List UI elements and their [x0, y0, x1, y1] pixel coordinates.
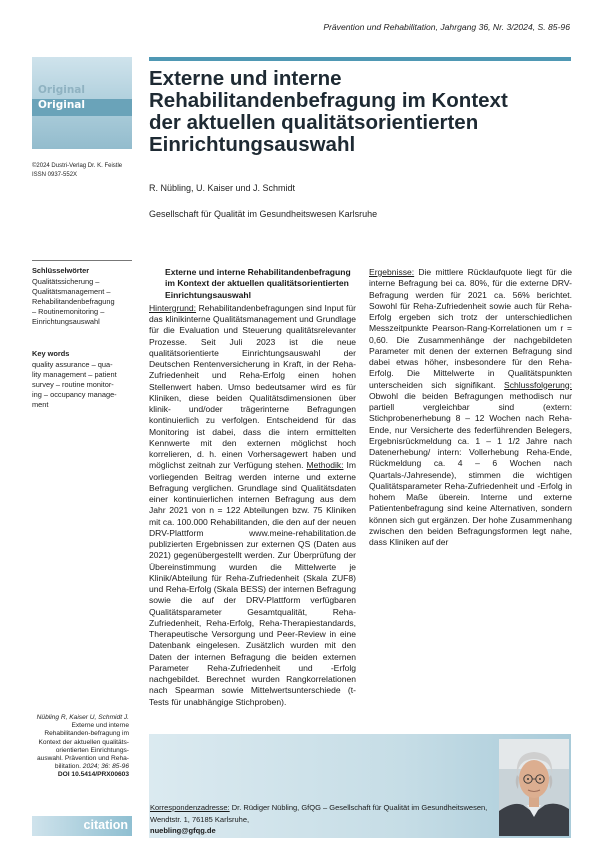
correspondence-address: [150, 802, 490, 837]
keyword-line: Einrichtungsauswahl: [32, 317, 100, 326]
keyword-line: quality assurance – qua-: [32, 360, 113, 369]
background-text: Rehabilitandenbefragungen sind Input für das klinikinterne Qualitätsmanagement und Grundlage für die Evaluation und Steuerung qualitätsrelevanter Prozesse. Seit Juli 2023 ist die neue qualitätsorientierte Einrichtungsauswahl der Deutschen Rentenversicherung in Kraft, in der Reha-Zufriedenheit und Reha-Erfolg einen hohen Stellenwert haben. Umso bedeutsamer wird es für Kliniken, diese beiden Qualitätsdimensionen über klinik- und/oder trägerinterne Befragungen kontinuierlich zu verfolgen. Entscheidend für das Monitoring ist dabei, dass die intern ermittelten Kennwerte mit den externen möglichst hoch korrelieren, d. h. einen Vorhersagewert haben und möglichst zeitnah zur Verfügung stehen.: [149, 302, 357, 471]
sidebar-divider: [32, 260, 132, 261]
section-label-method: Methodik:: [306, 460, 344, 471]
abstract-continued: [369, 267, 572, 548]
title-line: Rehabilitandenbefragung im Kontext: [149, 89, 508, 112]
author-photo: [499, 739, 569, 836]
article-title: [149, 68, 579, 156]
section-label-background: Hintergrund:: [149, 302, 197, 313]
article-type-label: Original: [38, 99, 85, 111]
citation-button[interactable]: [32, 816, 132, 836]
running-head: Prävention und Rehabilitation, Jahrgang 36, Nr. 3/2024, S. 85-96: [323, 22, 570, 32]
header-rule: [149, 57, 571, 61]
affiliation: Gesellschaft für Qualität im Gesundheitswesen Karlsruhe: [149, 209, 378, 219]
section-label-results: Ergebnisse:: [369, 267, 415, 277]
abstract-background: [149, 303, 356, 708]
keyword-line: survey – routine monitor-: [32, 380, 114, 389]
citation-text: Externe und interne Rehabilitanden-befragung im Kontext der aktuellen qualitäts-orientierten Einrichtungs-auswahl. Prävention und Reha-bilitation.: [36, 722, 129, 771]
doi: DOI 10.5414/PRX00603: [57, 771, 129, 779]
abstract-column-1: [149, 267, 356, 708]
article-type-shadow-label: Original: [38, 84, 85, 96]
correspondence-label: Korrespondenzadresse:: [150, 803, 230, 812]
keyword-line: ing – occupancy manage-: [32, 390, 117, 399]
keywords-german-heading: Schlüsselwörter: [32, 266, 90, 275]
title-line: Einrichtungsauswahl: [149, 133, 356, 156]
keyword-line: Rehabilitandenbefragung: [32, 297, 115, 306]
citation-button-label: citation: [83, 818, 128, 832]
results-text: Die mittlere Rücklaufquote liegt für die interne Befragung bei ca. 80%, für die externe DRV-Befragung werden für 2021 ca. 56% berichtet. Sowohl für Reha-Zufriedenheit sowie auch für Reha-Erfolg ergeben sich trotz der unterschiedlichen Messzeitpunkte Pearson-Rang-Korrelationen um r = 0,60. Die Zusammenhänge der nachgebildeten Parameter mit denen der externen Befragung sind dabei etwas höher, insbesondere für den Reha-Erfolg. Die Mittelwerte in Qualitätspunkten unterscheiden sich signifikant.: [369, 267, 572, 390]
correspondence-text: Dr. Rüdiger Nübling, GfQG – Gesellschaft für Qualität im Gesundheitswesen, Wendtstr. 1, 76185 Karlsruhe,: [150, 803, 488, 824]
keyword-line: ment: [32, 400, 49, 409]
keywords-english-heading: Key words: [32, 349, 70, 358]
conclusions-text: Obwohl die beiden Befragungen methodisch nur partiell vergleichbar sind (extern: Stichprobenerhebung 8 – 12 Wochen nach Reha-Ende, nur Versicherte des federführenden Belegers, Ergebnisrückmeldung ca. 1 – 1 1/2 Jahre nach Datenerhebung/ intern: Vollerhebung Reha-Ende, Rückmeldung ca. 4 – 6 Wochen nach Quartals-/Jahresende), stimmen die wichtigen Qualitätsparameter Reha-Zufriedenheit und -Erfolg in hohem Maße überein. Interne und externe Patientenbefragung sind keine Alternativen, sondern können sich gut ergänzen. Der hohe Zusammenhang zwischen den beiden Befragungsformen legt nahe, dass Kliniken auf der: [369, 390, 572, 547]
issn: ISSN 0937-552X: [32, 171, 78, 178]
citation-authors: Nübling R, Kaiser U, Schmidt J.: [36, 714, 129, 721]
copyright: [32, 162, 122, 179]
keyword-line: Qualitätssicherung –: [32, 277, 100, 286]
abstract-title: Externe und interne Rehabilitandenbefragung im Kontext der aktuellen qualitätsorientierten Einrichtungsauswahl: [165, 267, 351, 300]
keywords-german: [32, 266, 132, 327]
title-line: der aktuellen qualitätsorientierten: [149, 111, 479, 134]
correspondence-email[interactable]: nuebling@gfqg.de: [150, 826, 216, 835]
citation-block: [32, 714, 129, 780]
section-label-conclusions: Schlussfolgerung:: [504, 379, 572, 390]
keywords-english: [32, 349, 132, 410]
authors: R. Nübling, U. Kaiser und J. Schmidt: [149, 183, 296, 193]
abstract-column-2: [369, 267, 572, 548]
citation-reference: 2024; 36: 85-96: [82, 763, 129, 771]
keyword-line: – Routinemonitoring –: [32, 307, 105, 316]
keyword-line: Qualitätsmanagement –: [32, 287, 111, 296]
title-line: Externe und interne: [149, 67, 342, 90]
method-text: Im vorliegenden Beitrag werden interne und externe Befragung verglichen. Grundlage sind Qualitätsdaten einer kontinuierlichen internen Befragung aus dem Jahr 2021 von n = 122 Abteilungen bzw. 75 Kliniken mit ca. 100.000 Rehabilitanden, die den auf der neuen DRV-Plattform www.meine-rehabilitation.de publizierten Ergebnissen zur externen QS (Daten aus 2021) gegenübergestellt werden. Zur Überprüfung der Übereinstimmung wurden die Mittelwerte je Klinik/Abteilung für Reha-Zufriedenheit (Skala ZUF8) und Reha-Erfolg (Skala BESS) der internen Befragung sowie die auf der DRV-Plattform verfügbaren Qualitätsparameter Gesamtqualität, Reha-Zufriedenheit, Reha-Erfolg, Reha-Therapiestandards, Therapeutische Versorgung und Peer-Review in eine Datenbank eingelesen. Zusätzlich wurden mit den Daten der internen Befragung die beiden externen Parameter Reha-Zufriedenheit und -Erfolg nachgebildet. Berechnet wurden Rangkorrelationen nach Spearman sowie Mittelwertsunterschiede (t-Tests für unabhängige Stichproben).: [149, 460, 356, 707]
copyright-publisher: ©2024 Dustri-Verlag Dr. K. Feistle: [32, 163, 123, 169]
keyword-line: lity management – patient: [32, 370, 117, 379]
